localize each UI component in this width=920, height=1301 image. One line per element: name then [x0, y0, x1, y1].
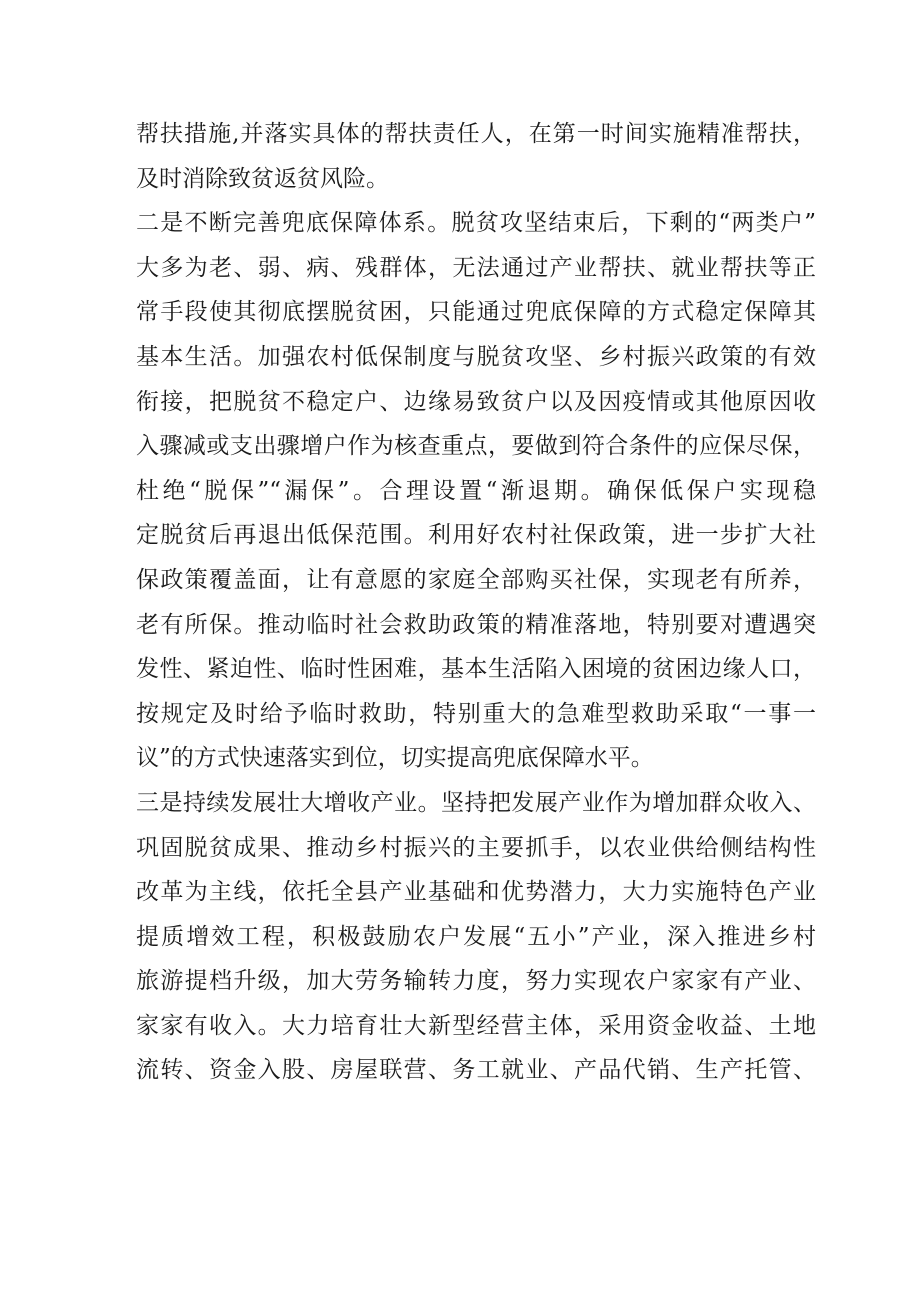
- text-line-6: 基本生活。加强农村低保制度与脱贫攻坚、乡村振兴政策的有效: [136, 343, 816, 370]
- text-line-21: 家家有收入。大力培育壮大新型经营主体，采用资金收益、土地: [136, 1012, 816, 1039]
- text-line-5: 常手段使其彻底摆脱贫困，只能通过兜底保障的方式稳定保障其: [136, 299, 816, 326]
- text-line-4: 大多为老、弱、病、残群体，无法通过产业帮扶、就业帮扶等正: [136, 254, 816, 281]
- text-line-2: 及时消除致贫返贫风险。: [136, 165, 389, 192]
- body-text: [136, 112, 816, 1093]
- text-line-3: 二是不断完善兜底保障体系。脱贫攻坚结束后，下剩的“两类户”: [136, 210, 816, 237]
- text-line-7: 衔接，把脱贫不稳定户、边缘易致贫户以及因疫情或其他原因收: [136, 388, 816, 415]
- text-line-1: 帮扶措施,并落实具体的帮扶责任人，在第一时间实施精准帮扶，: [136, 121, 816, 147]
- text-line-20: 旅游提档升级，加大劳务输转力度，努力实现农户家家有产业、: [136, 968, 816, 995]
- text-line-14: 按规定及时给予临时救助，特别重大的急难型救助采取“一事一: [136, 700, 816, 727]
- text-line-10: 定脱贫后再退出低保范围。利用好农村社保政策，进一步扩大社: [136, 522, 816, 549]
- text-line-12: 老有所保。推动临时社会救助政策的精准落地，特别要对遭遇突: [136, 611, 816, 638]
- text-line-11: 保政策覆盖面，让有意愿的家庭全部购买社保，实现老有所养，: [136, 566, 816, 593]
- text-line-16: 三是持续发展壮大增收产业。坚持把发展产业作为增加群众收入、: [136, 789, 816, 816]
- text-line-19: 提质增效工程，积极鼓励农户发展“五小”产业，深入推进乡村: [136, 923, 816, 950]
- text-line-9: 杜绝“脱保”“漏保”。合理设置“渐退期。确保低保户实现稳: [136, 477, 816, 504]
- text-line-18: 改革为主线，依托全县产业基础和优势潜力，大力实施特色产业: [136, 879, 816, 906]
- text-line-13: 发性、紧迫性、临时性困难，基本生活陷入困境的贫困边缘人口，: [136, 656, 816, 683]
- text-line-17: 巩固脱贫成果、推动乡村振兴的主要抓手，以农业供给侧结构性: [136, 834, 816, 861]
- text-line-8: 入骤减或支出骤增户作为核查重点，要做到符合条件的应保尽保，: [136, 433, 816, 460]
- text-line-22: 流转、资金入股、房屋联营、务工就业、产品代销、生产托管、: [136, 1057, 816, 1084]
- text-line-15: 议”的方式快速落实到位，切实提高兜底保障水平。: [136, 745, 654, 772]
